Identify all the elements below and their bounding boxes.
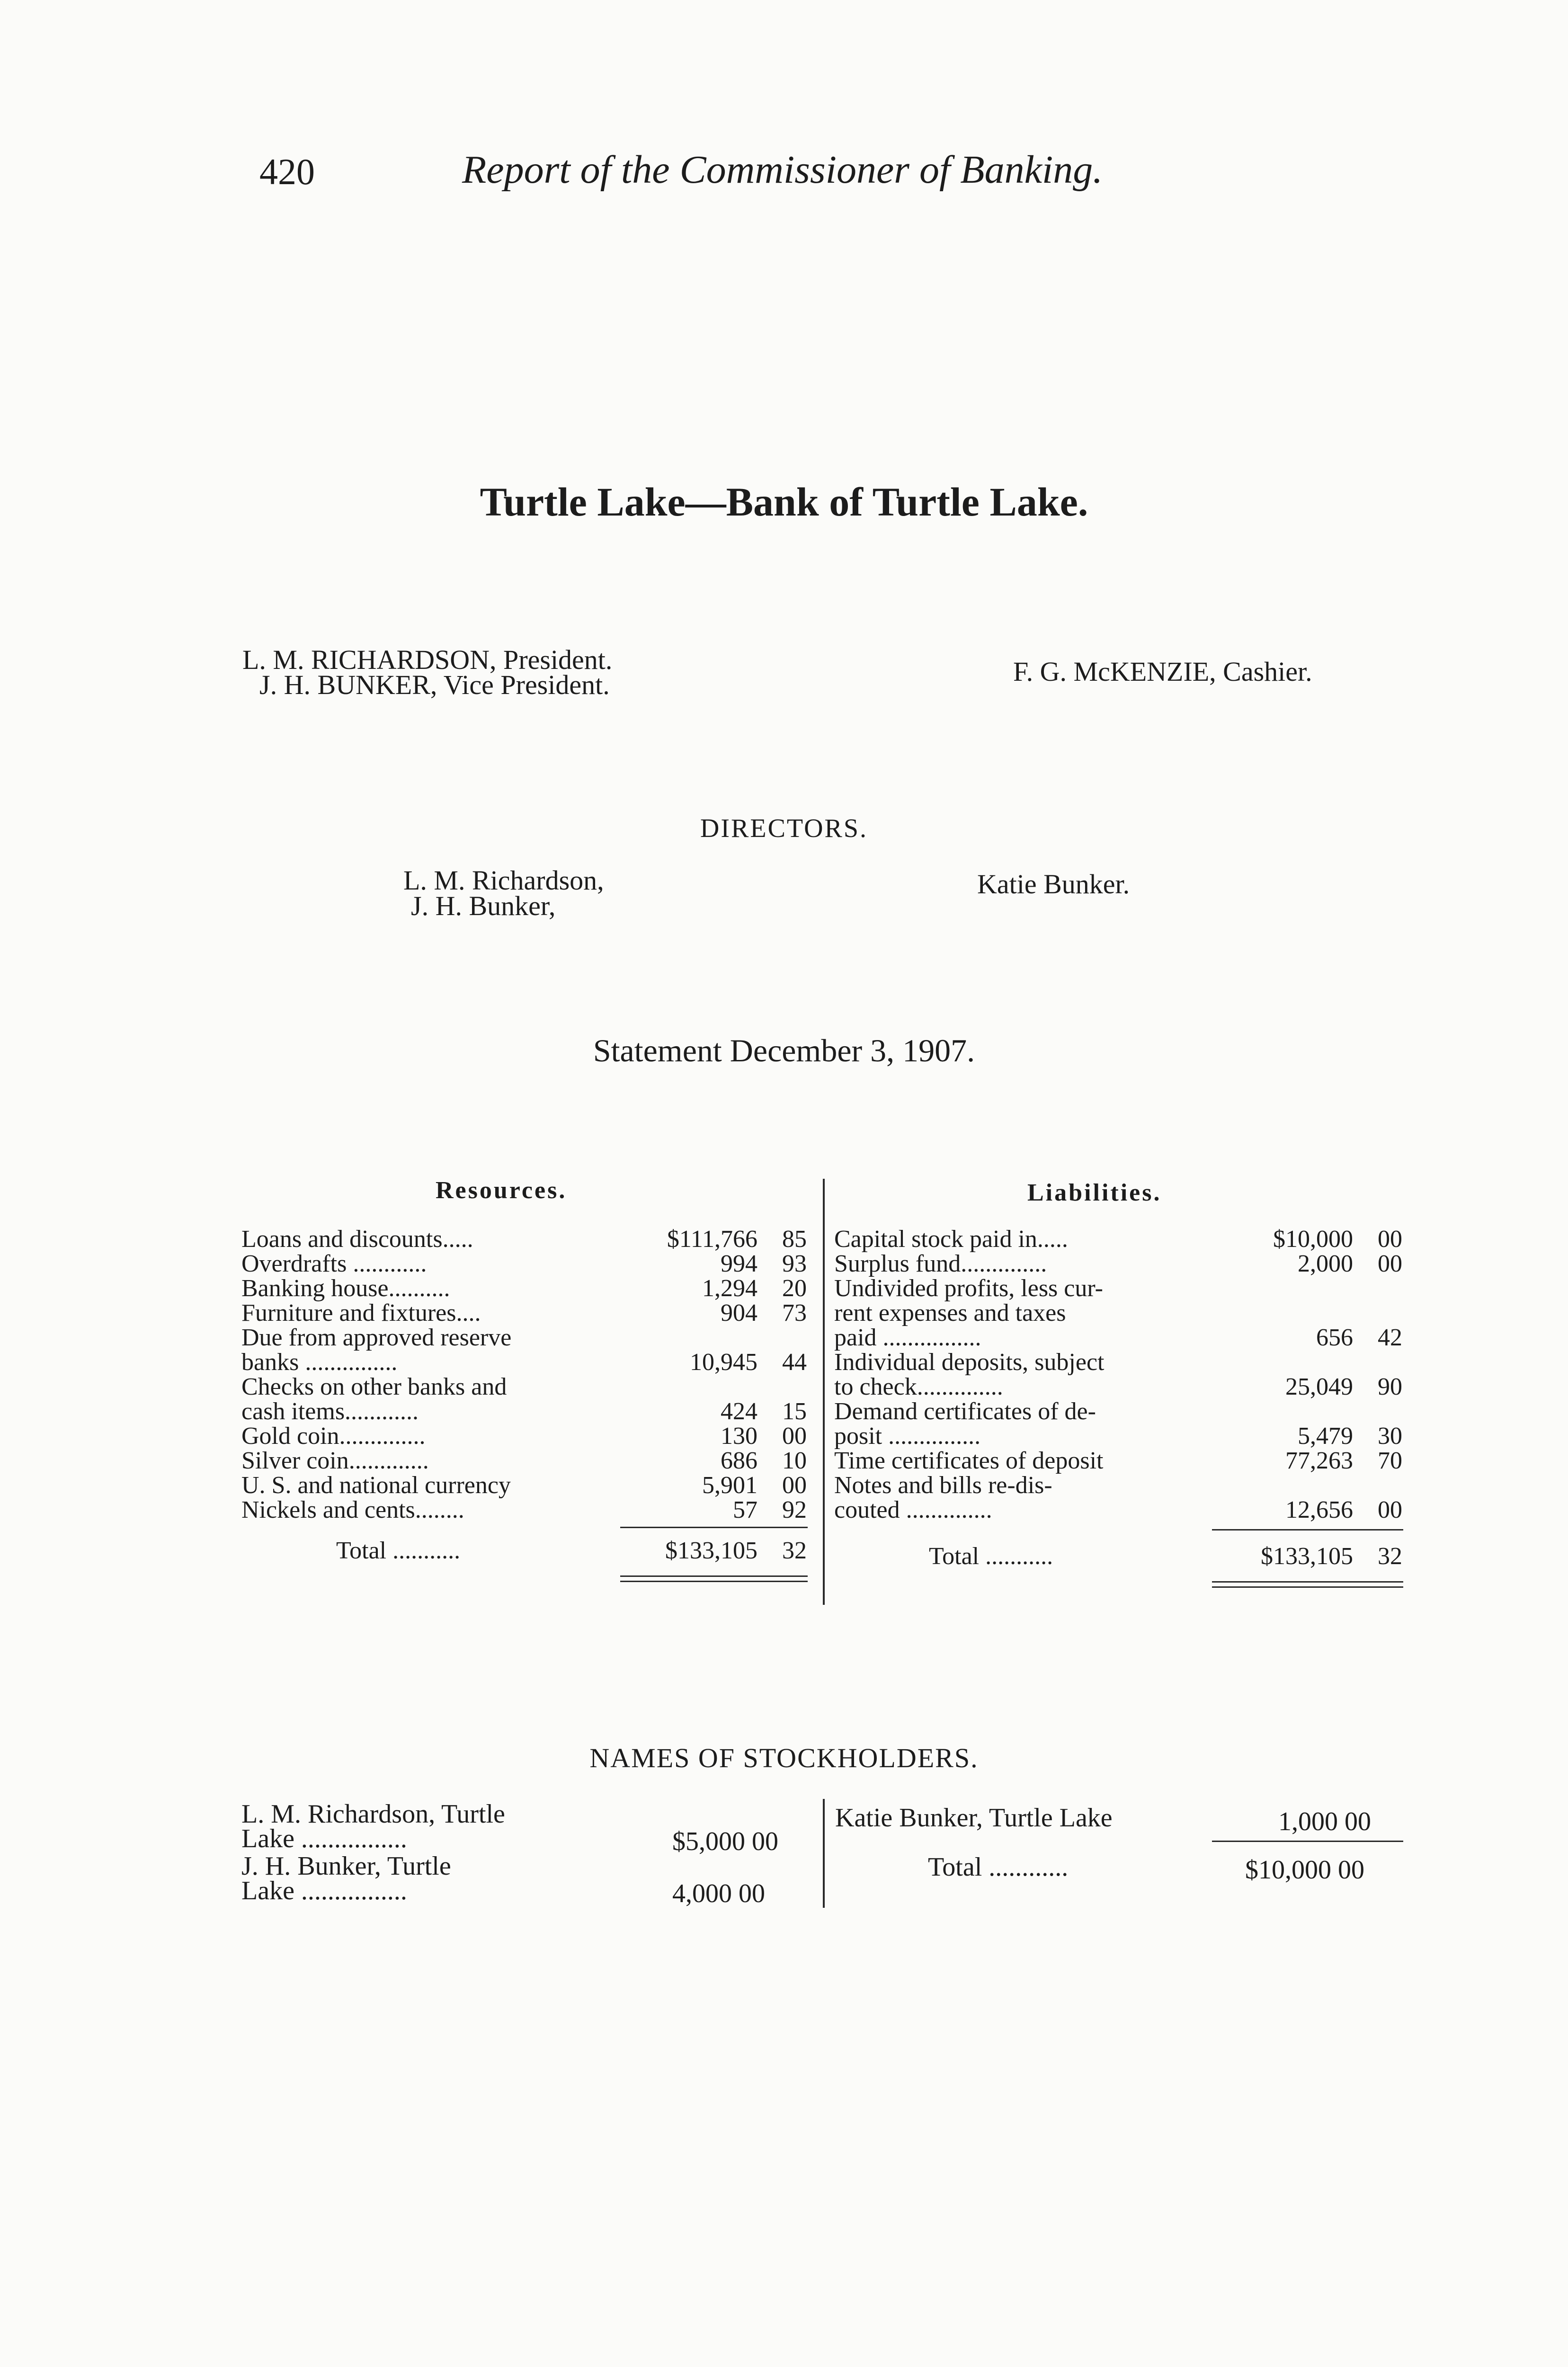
director-1: L. M. Richardson, (403, 865, 604, 896)
liabilities-row: posit ............... 5,479 30 (834, 1423, 1402, 1450)
stockholder-3-amount: 1,000 00 (1278, 1807, 1371, 1836)
resources-row: Banking house.......... 1,294 20 (241, 1275, 807, 1302)
stockholders-total-rule (1212, 1841, 1403, 1842)
liabilities-heading: Liabilities. (1027, 1179, 1162, 1206)
liabilities-row: Demand certificates of de- (834, 1398, 1096, 1425)
stockholder-3-name: Katie Bunker, Turtle Lake (835, 1803, 1113, 1833)
liabilities-row: Surplus fund.............. 2,000 00 (834, 1250, 1402, 1277)
stockholder-1-name-line1: L. M. Richardson, Turtle (241, 1799, 505, 1829)
resources-double-rule (620, 1575, 808, 1582)
directors-heading: DIRECTORS. (700, 814, 868, 843)
page-number: 420 (259, 151, 315, 192)
liabilities-total-rule (1212, 1529, 1403, 1531)
resources-total: Total ........... $133,105 32 (336, 1537, 807, 1564)
resources-row: cash items............ 424 15 (241, 1398, 807, 1425)
resources-row: Nickels and cents........ 57 92 (241, 1496, 807, 1523)
liabilities-row: couted .............. 12,656 00 (834, 1496, 1402, 1523)
resources-row: Furniture and fixtures.... 904 73 (241, 1299, 807, 1326)
stockholder-1-name-line2: Lake ................ (241, 1824, 407, 1853)
resources-row: Gold coin.............. 130 00 (241, 1423, 807, 1450)
resources-row: Due from approved reserve (241, 1324, 512, 1351)
liabilities-double-rule (1212, 1581, 1403, 1588)
liabilities-total: Total ........... $133,105 32 (929, 1543, 1402, 1570)
resources-row: U. S. and national currency 5,901 00 (241, 1472, 807, 1499)
resources-heading: Resources. (436, 1177, 567, 1204)
liabilities-row: Undivided profits, less cur- (834, 1275, 1103, 1302)
resources-row: Loans and discounts..... $111,766 85 (241, 1226, 807, 1253)
resources-row: Silver coin............. 686 10 (241, 1447, 807, 1474)
liabilities-row: to check.............. 25,049 90 (834, 1373, 1402, 1400)
officer-cashier: F. G. McKENZIE, Cashier. (1013, 656, 1312, 687)
resources-total-rule (620, 1527, 808, 1528)
stockholders-total-label: Total ............ (928, 1852, 1069, 1882)
liabilities-row: Time certificates of deposit 77,263 70 (834, 1447, 1402, 1474)
officer-vice-president: J. H. BUNKER, Vice President. (259, 669, 610, 700)
liabilities-row: Individual deposits, subject (834, 1349, 1105, 1376)
column-divider (823, 1179, 825, 1605)
stockholders-divider (823, 1799, 825, 1908)
director-2: J. H. Bunker, (411, 890, 556, 921)
stockholders-total-amount: $10,000 00 (1245, 1855, 1364, 1885)
running-title: Report of the Commissioner of Banking. (462, 148, 1103, 192)
liabilities-table (834, 1227, 1405, 1522)
officer-president: L. M. RICHARDSON, President. (242, 644, 613, 675)
liabilities-row: paid ................ 656 42 (834, 1324, 1402, 1351)
statement-title: Statement December 3, 1907. (593, 1032, 975, 1068)
director-3: Katie Bunker. (977, 869, 1130, 899)
stockholder-2-name-line1: J. H. Bunker, Turtle (241, 1851, 451, 1881)
bank-title: Turtle Lake—Bank of Turtle Lake. (480, 479, 1088, 525)
resources-row: banks ............... 10,945 44 (241, 1349, 807, 1376)
resources-row: Overdrafts ............ 994 93 (241, 1250, 807, 1277)
stockholders-heading: NAMES OF STOCKHOLDERS. (589, 1743, 979, 1773)
stockholder-2-amount: 4,000 00 (672, 1879, 765, 1908)
liabilities-row: rent expenses and taxes (834, 1299, 1066, 1326)
liabilities-row: Notes and bills re-dis- (834, 1472, 1052, 1499)
liabilities-row: Capital stock paid in..... $10,000 00 (834, 1226, 1402, 1253)
resources-row: Checks on other banks and (241, 1373, 507, 1400)
stockholder-1-amount: $5,000 00 (672, 1827, 778, 1856)
stockholder-2-name-line2: Lake ................ (241, 1876, 407, 1905)
resources-table (241, 1227, 810, 1522)
